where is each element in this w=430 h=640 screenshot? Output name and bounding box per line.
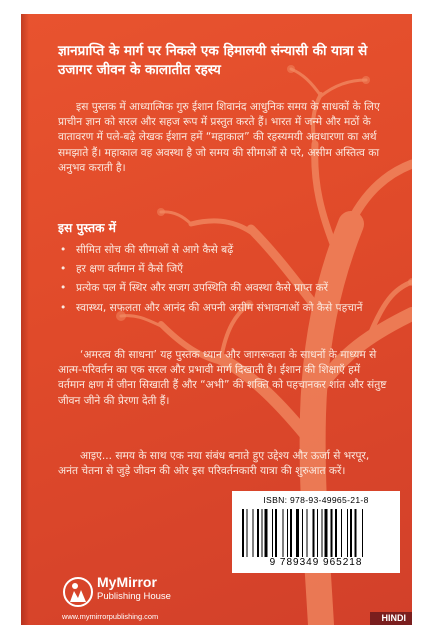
- list-item: • स्वास्थ्य, सफलता और आनंद की अपनी असीम संभावनाओं को कैसे पहचानें: [58, 301, 393, 316]
- language-label: HINDI: [381, 613, 406, 623]
- bullet-icon: •: [60, 301, 67, 314]
- barcode-bar: [335, 509, 337, 557]
- barcode-bar: [350, 509, 352, 557]
- isbn-text: ISBN: 978-93-49965-21-8: [263, 495, 369, 505]
- barcode-bar: [257, 509, 259, 557]
- publisher-website: www.mymirrorpublishing.com: [62, 612, 159, 621]
- barcode-digits: 9 789349 965218: [269, 557, 363, 568]
- barcode-bar: [325, 509, 328, 557]
- bullet-list: [58, 243, 393, 320]
- publisher-subtitle: Publishing House: [97, 591, 171, 602]
- barcode-bar: [307, 509, 308, 557]
- barcode-icon: [242, 509, 392, 557]
- barcode-bar: [331, 509, 333, 557]
- list-item: • हर क्षण वर्तमान में कैसे जिएँ: [58, 262, 393, 277]
- list-item: • प्रत्येक पल में स्थिर और सजग उपस्थिति की अवस्था कैसे प्राप्त करें: [58, 281, 393, 296]
- barcode-bar: [341, 509, 342, 557]
- barcode-bar: [290, 509, 292, 557]
- body-paragraph: ‘अमरत्व की साधना’ यह पुस्तक ध्यान और जागरूकता के साधनों के माध्यम से आत्म-परिवर्तन का एक सरल और प्रभावी मार्ग दिखाती है। ईशान की शिक्षाएँ हमें वर्तमान क्षण में जीना सिखाती हैं और “अभी” की शक्ति को पहचानकर शांत और संतुष्ट जीवन जीने की प्रेरणा देती हैं।: [58, 349, 387, 407]
- bullet-icon: •: [60, 282, 67, 295]
- barcode-bar: [272, 509, 273, 557]
- publisher-name: MyMirror: [97, 574, 157, 590]
- closing-paragraph: आइए... समय के साथ एक नया संबंध बनाते हुए उद्देश्य और ऊर्जा से भरपूर, अनंत चेतना से जुड़े जीवन की ओर इस परिवर्तनकारी यात्रा की शुरुआत करें।: [58, 450, 370, 478]
- intro-paragraph: इस पुस्तक में आध्यात्मिक गुरु ईशान शिवानंद आधुनिक समय के साधकों के लिए प्राचीन ज्ञान को सरल और सहज रूप में प्रस्तुत करते हैं। भारत में जन्मे और मठों के वातावरण में पले-बढ़े लेखक ईशान हमें “महाकाल” की रहस्यमयी अवधारणा का अर्थ समझाते हैं। महाकाल वह अवस्था है जो समय की सीमाओं से परे, असीम अस्तित्व का अनुभव कराती है।: [58, 101, 380, 174]
- back-cover: [21, 14, 412, 625]
- barcode-bar: [296, 509, 299, 557]
- barcode-bar: [242, 509, 244, 557]
- barcode-box: [232, 491, 400, 573]
- barcode-bar: [262, 509, 263, 557]
- barcode-bar: [302, 509, 303, 557]
- section-subheading: इस पुस्तक में: [58, 221, 116, 235]
- barcode-bar: [265, 509, 268, 557]
- barcode-bar: [313, 509, 315, 557]
- list-item: • सीमित सोच की सीमाओं से आगे कैसे बढ़ें: [58, 243, 393, 258]
- barcode-bar: [275, 509, 277, 557]
- barcode-bar: [355, 509, 357, 557]
- bullet-icon: •: [60, 244, 67, 256]
- headline: ज्ञानप्राप्ति के मार्ग पर निकले एक हिमालयी संन्यासी की यात्रा से उजागर जीवन के कालातीत रहस्य: [58, 43, 368, 78]
- barcode-bar: [253, 509, 254, 557]
- bullet-icon: •: [60, 263, 67, 276]
- barcode-bar: [347, 509, 348, 557]
- barcode-bar: [322, 509, 323, 557]
- barcode-bar: [362, 509, 363, 557]
- language-band: [370, 612, 412, 625]
- barcode-bar: [287, 509, 288, 557]
- spine-shadow: [21, 14, 29, 625]
- barcode-bar: [317, 509, 318, 557]
- publisher-logo-icon: [62, 576, 94, 608]
- barcode-bar: [283, 509, 284, 557]
- barcode-bar: [247, 509, 248, 557]
